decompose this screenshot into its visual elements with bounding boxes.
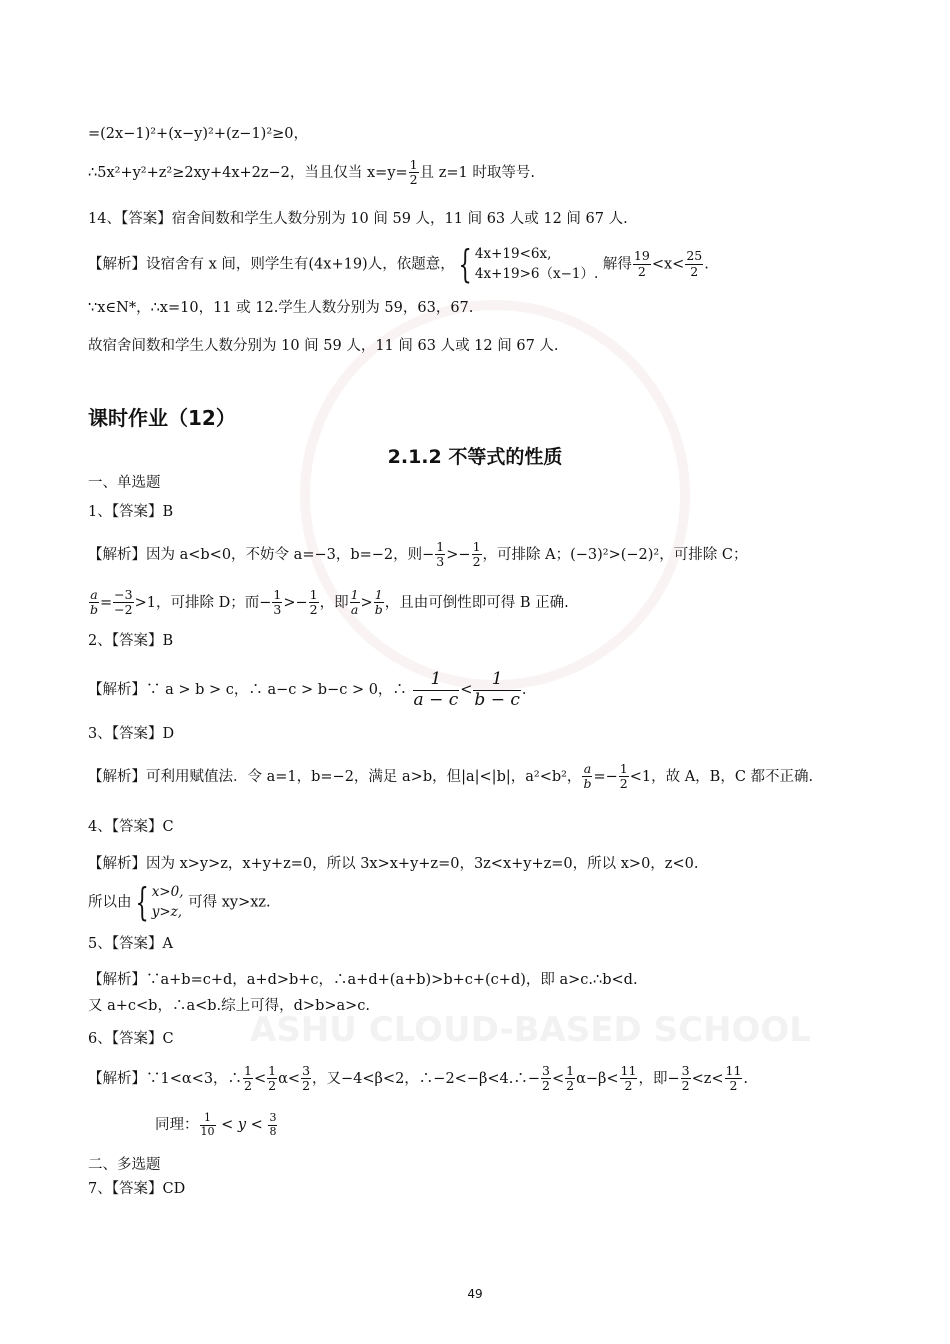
fraction: $\frac{25}{2}$: [686, 248, 703, 279]
page-number: 49: [467, 1287, 483, 1301]
fraction: $\frac{a}{b}$: [583, 761, 592, 792]
answer-1: 1、【答案】B: [88, 504, 174, 520]
watermark-seal: [300, 300, 690, 690]
fraction: $\frac{a}{b}$: [90, 587, 99, 618]
fraction: $\frac{1}{2}$: [619, 761, 628, 792]
fraction: $\frac{11}{2}$: [620, 1063, 637, 1094]
fraction: $\frac{1}{b - c}$: [474, 669, 520, 710]
fraction: $\frac{3}{2}$: [302, 1063, 311, 1094]
fraction: $\frac{1}{2}$: [244, 1063, 252, 1094]
answer-5: 5、【答案】A: [88, 936, 173, 952]
analysis-6-line-2: 同理： $\frac{1}{10}$ < y < $\frac{3}{8}$: [155, 1111, 277, 1138]
fraction: $\frac{1}{a - c}$: [413, 669, 459, 710]
equation-line-1: =(2x−1)²+(x−y)²+(z−1)²≥0，: [88, 126, 309, 142]
fraction: $\frac{-3}{-2}$: [114, 587, 133, 618]
answer-7: 7、【答案】CD: [88, 1181, 186, 1197]
analysis-3: 【解析】可利用赋值法．令 a=1，b=−2，满足 a>b，但|a|<|b|，a²<b²， $\frac{a}{b}$ =− $\frac{1}{2}$ <1，故 A，B，C 都不正确.: [88, 761, 814, 792]
answer-2: 2、【答案】B: [88, 633, 174, 649]
fraction: $\frac{11}{2}$: [725, 1063, 742, 1094]
analysis-4-line-2: 所以由{ x>0, y>z, 可得 xy>xz.: [88, 880, 271, 925]
analysis-2: 【解析】∵ a > b > c，∴ a−c > b−c > 0，∴ $\frac{1}{a - c}$ < $\frac{1}{b - c}$ .: [88, 669, 527, 710]
fraction: $\frac{1}{2}$: [268, 1063, 277, 1094]
section-title: 2.1.2 不等式的性质: [387, 446, 563, 468]
fraction: $\frac{1}{2}$: [409, 157, 418, 188]
analysis-5-line-2: 又 a+c<b，∴a<b.综上可得，d>b>a>c.: [88, 998, 371, 1014]
section-multi-choice: 二、多选题: [88, 1157, 161, 1173]
analysis-14: 【解析】设宿舍有 x 间，则学生有(4x+19)人，依题意，{ 4x+19<6x, 4x+19>6（x−1）. 解得 $\frac{19}{2}$ <x< $\frac{25}{2}$ .: [88, 242, 709, 287]
analysis-1-line-2: $\frac{a}{b}$ = $\frac{-3}{-2}$ >1，可排除 D；而− $\frac{1}{3}$ >− $\frac{1}{2}$ ，即 $\frac{1}{a}$ > $\frac{1}{b}$ ，且由可倒性即可得 B 正确.: [90, 587, 569, 618]
fraction: $\frac{1}{2}$: [472, 539, 481, 570]
answer-14: 14、【答案】宿舍间数和学生人数分别为 10 间 59 人，11 间 63 人或 12 间 67 人.: [88, 211, 628, 227]
analysis-14-line-2: ∵x∈N*，∴x=10，11 或 12.学生人数分别为 59，63，67.: [88, 300, 474, 316]
answer-3: 3、【答案】D: [88, 726, 175, 742]
watermark-text: ASHU CLOUD-BASED SCHOOL: [250, 1010, 811, 1050]
fraction: $\frac{1}{3}$: [273, 587, 282, 618]
page-heading: 课时作业（12）: [88, 406, 236, 430]
fraction: $\frac{1}{a}$: [350, 587, 359, 618]
analysis-1: 【解析】因为 a<b<0，不妨令 a=−3，b=−2，则− $\frac{1}{3}$ >− $\frac{1}{2}$ ，可排除 A；(−3)²>(−2)²，可排除 C；: [88, 539, 748, 570]
answer-6: 6、【答案】C: [88, 1031, 174, 1047]
fraction: $\frac{1}{10}$: [200, 1111, 215, 1138]
analysis-14-line-3: 故宿舍间数和学生人数分别为 10 间 59 人，11 间 63 人或 12 间 67 人.: [88, 338, 559, 354]
answer-4: 4、【答案】C: [88, 819, 174, 835]
analysis-5: 【解析】∵a+b=c+d，a+d>b+c，∴a+d+(a+b)>b+c+(c+d)，即 a>c.∴b<d.: [88, 972, 638, 988]
fraction: $\frac{3}{2}$: [542, 1063, 550, 1094]
fraction: $\frac{3}{8}$: [269, 1111, 277, 1138]
fraction: $\frac{3}{2}$: [681, 1063, 690, 1094]
fraction: $\frac{1}{2}$: [309, 587, 318, 618]
analysis-4: 【解析】因为 x>y>z，x+y+z=0，所以 3x>x+y+z=0，3z<x+y+z=0，所以 x>0，z<0.: [88, 856, 699, 872]
fraction: $\frac{19}{2}$: [633, 248, 650, 279]
fraction: $\frac{1}{b}$: [374, 587, 383, 618]
section-single-choice: 一、单选题: [88, 475, 161, 491]
equation-line-2: ∴5x²+y²+z²≥2xy+4x+2z−2，当且仅当 x=y= $\frac{1}{2}$ 且 z=1 时取等号.: [88, 157, 535, 188]
analysis-6: 【解析】∵1<α<3，∴ $\frac{1}{2}$ < $\frac{1}{2}$ α< $\frac{3}{2}$ ，又−4<β<2，∴−2<−β<4.∴− $\frac{3}{2}$ < $\frac{1}{2}$ α−β< $\frac{11}{2}$ ，即− $\frac{3}{2}$ <z< $\frac{11}{2}$ .: [88, 1063, 749, 1094]
fraction: $\frac{1}{2}$: [566, 1063, 575, 1094]
fraction: $\frac{1}{3}$: [436, 539, 445, 570]
